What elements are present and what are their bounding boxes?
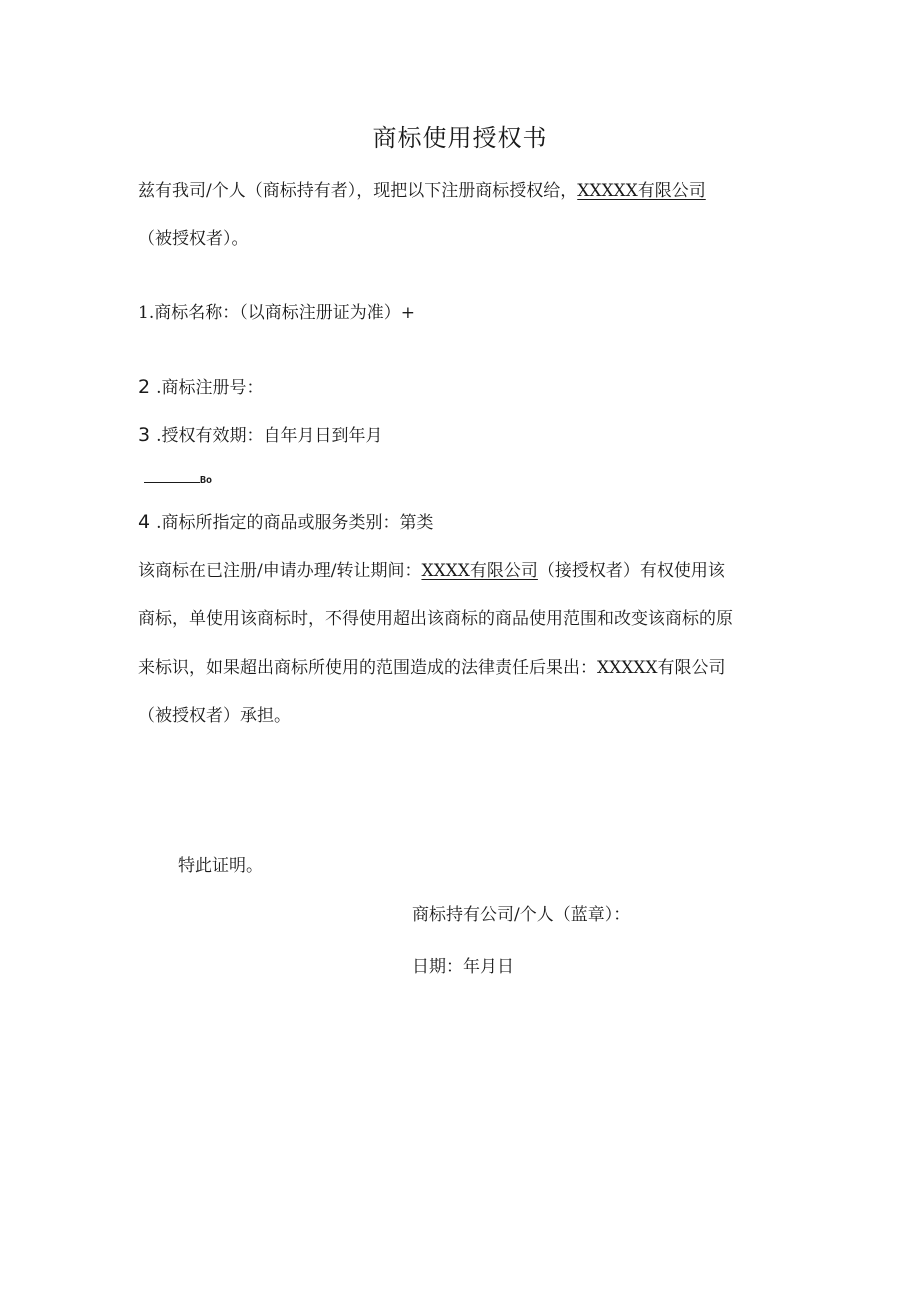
underline-blank [144, 474, 200, 483]
signature-line: 商标持有公司/个人（蓝章）： [412, 905, 631, 925]
item-number: 4 [138, 511, 151, 533]
body-line-2: 商标，单使用该商标时，不得使用超出该商标的商品使用范围和改变该商标的原 [138, 609, 733, 629]
date-line: 日期：年月日 [412, 957, 514, 977]
item-label: .商标注册号： [156, 378, 264, 398]
body-line-1 [138, 560, 725, 582]
body-line-3: 来标识，如果超出商标所使用的范围造成的法律责任后果出：XXXXX有限公司 [138, 658, 726, 678]
item-number: 3 [138, 424, 151, 446]
item-number: 2 [138, 376, 151, 398]
intro-text: 兹有我司/个人（商标持有者），现把以下注册商标授权给， [138, 181, 578, 201]
document-title: 商标使用授权书 [372, 124, 548, 152]
item-label: .商标所指定的商品或服务类别：第类 [156, 513, 434, 533]
body-suffix: （接授权者）有权使用该 [537, 561, 725, 581]
intro-line-1 [138, 180, 706, 202]
licensee-company: XXXXX有限公司 [577, 181, 706, 201]
item-goods-category [138, 511, 434, 534]
body-line-4: （被授权者）承担。 [138, 706, 291, 726]
stray-mark-text: Bo [200, 475, 213, 486]
stray-mark [144, 474, 212, 488]
item-trademark-name: 1.商标名称：（以商标注册证为准）+ [138, 303, 415, 323]
certify-text: 特此证明。 [178, 856, 263, 876]
body-prefix: 该商标在已注册/申请办理/转让期间： [138, 561, 422, 581]
item-validity-period [138, 424, 383, 447]
intro-line-2: （被授权者）。 [138, 229, 249, 249]
body-company: XXXX有限公司 [421, 561, 538, 581]
item-label: .授权有效期：自年月日到年月 [156, 426, 383, 446]
item-registration-number [138, 376, 264, 399]
